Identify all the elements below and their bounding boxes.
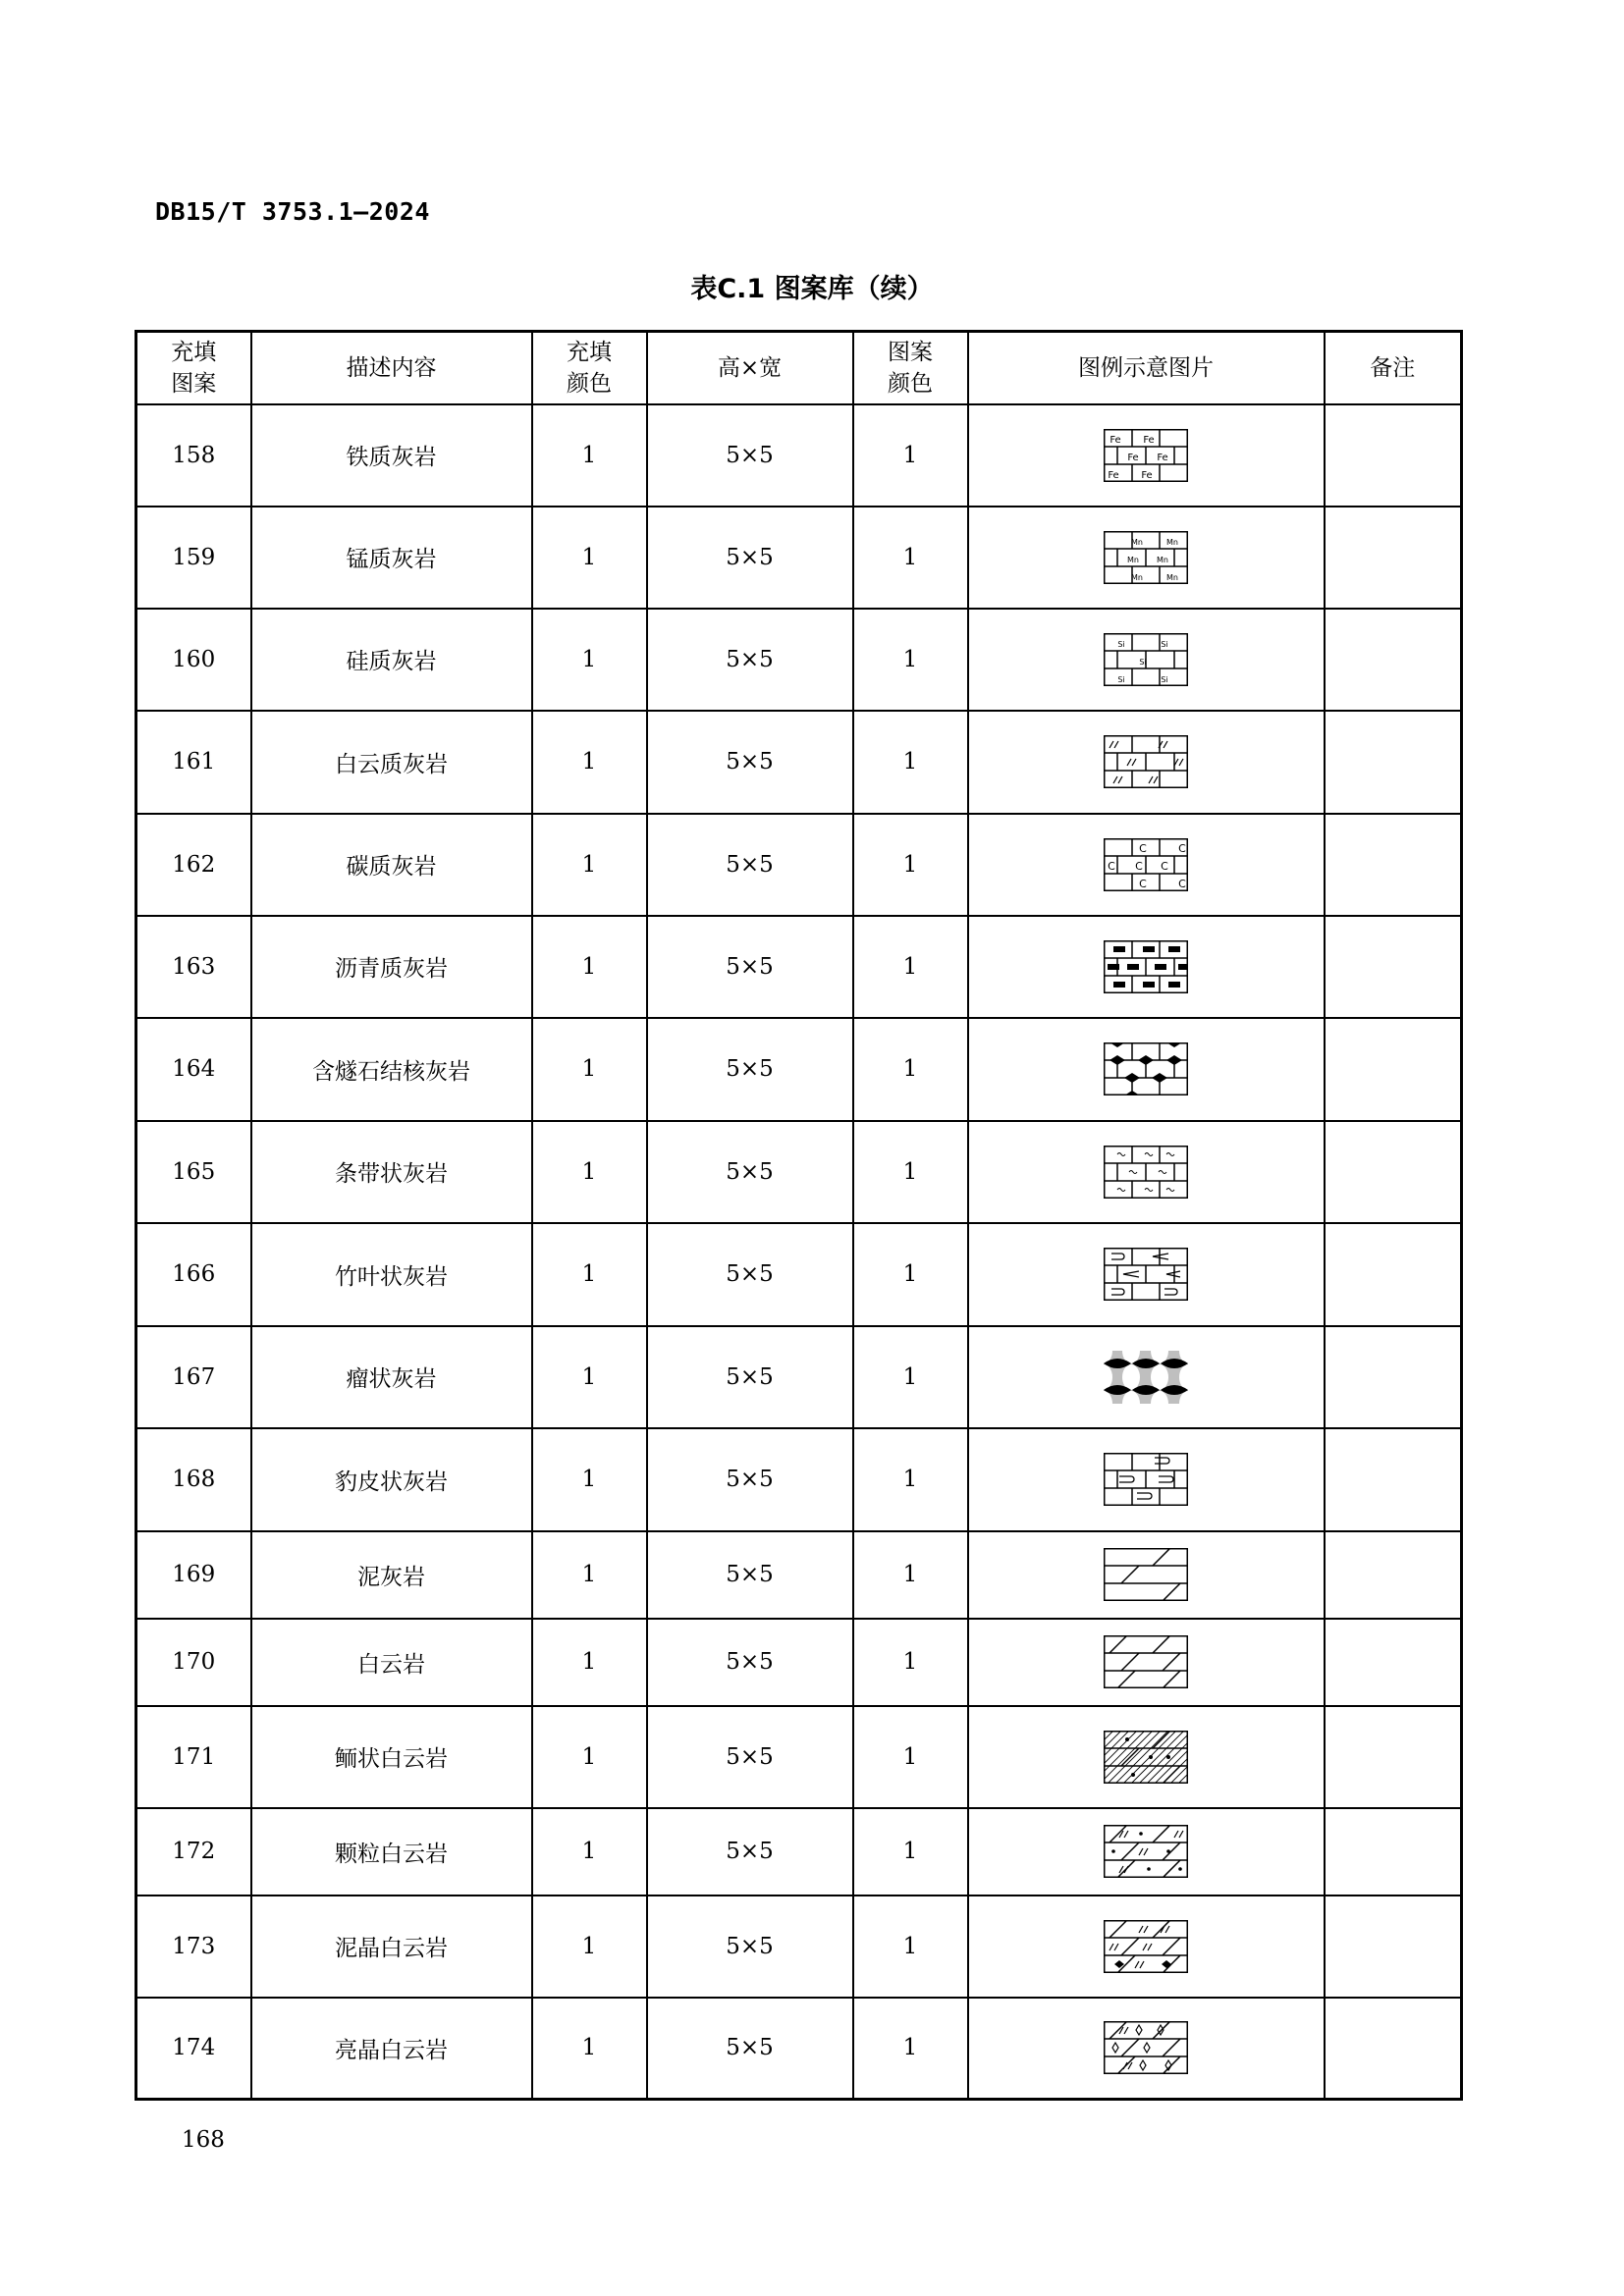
svg-text:C: C [1108, 859, 1115, 873]
page-number: 168 [182, 2127, 225, 2153]
pattern-library-table [135, 330, 1463, 2101]
row-size: 5×5 [647, 1428, 853, 1531]
row-fill-color: 1 [532, 1998, 647, 2100]
row-description: 白云岩 [251, 1619, 532, 1706]
row-size: 5×5 [647, 1531, 853, 1619]
row-size: 5×5 [647, 404, 853, 507]
table-row [136, 916, 1462, 1018]
table-row [136, 711, 1462, 814]
row-note [1325, 507, 1462, 609]
svg-text:Mn: Mn [1157, 555, 1168, 564]
row-pattern-color: 1 [853, 1808, 968, 1896]
oolitic-dolomite-pattern [1104, 1731, 1188, 1784]
row-fill-color: 1 [532, 1018, 647, 1121]
table-row [136, 1428, 1462, 1531]
row-fill-color: 1 [532, 1531, 647, 1619]
legend-image [968, 1808, 1325, 1896]
row-pattern-color: 1 [853, 1121, 968, 1223]
row-description: 亮晶白云岩 [251, 1998, 532, 2100]
row-pattern-color: 1 [853, 1706, 968, 1808]
row-fill-color: 1 [532, 1706, 647, 1808]
row-fill-color: 1 [532, 404, 647, 507]
table-row [136, 1808, 1462, 1896]
row-pattern-color: 1 [853, 1896, 968, 1998]
marl-pattern [1104, 1548, 1188, 1601]
svg-text:Mn: Mn [1127, 555, 1139, 564]
row-description: 碳质灰岩 [251, 814, 532, 916]
legend-image [968, 1896, 1325, 1998]
row-pattern-color: 1 [853, 1998, 968, 2100]
row-description: 沥青质灰岩 [251, 916, 532, 1018]
row-note [1325, 1531, 1462, 1619]
row-note [1325, 1706, 1462, 1808]
row-description: 泥晶白云岩 [251, 1896, 532, 1998]
row-fill-color: 1 [532, 1326, 647, 1428]
row-size: 5×5 [647, 1326, 853, 1428]
row-description: 颗粒白云岩 [251, 1808, 532, 1896]
legend-image [968, 1619, 1325, 1706]
table-row [136, 814, 1462, 916]
row-fill-color: 1 [532, 609, 647, 711]
row-description: 含燧石结核灰岩 [251, 1018, 532, 1121]
chert-nodule-limestone-pattern [1104, 1042, 1188, 1095]
row-note [1325, 916, 1462, 1018]
row-size: 5×5 [647, 711, 853, 814]
row-description: 瘤状灰岩 [251, 1326, 532, 1428]
legend-image [968, 1998, 1325, 2100]
row-fill-color: 1 [532, 1896, 647, 1998]
row-note [1325, 1121, 1462, 1223]
table-row [136, 1998, 1462, 2100]
table-row [136, 1326, 1462, 1428]
fe-limestone-pattern [1104, 429, 1188, 482]
row-id: 161 [136, 711, 251, 814]
row-note [1325, 609, 1462, 711]
col-header-legend-image: 图例示意图片 [968, 332, 1325, 404]
row-note [1325, 1018, 1462, 1121]
svg-text:Si: Si [1161, 639, 1168, 649]
table-row [136, 404, 1462, 507]
row-note [1325, 1998, 1462, 2100]
row-pattern-color: 1 [853, 1619, 968, 1706]
row-pattern-color: 1 [853, 1326, 968, 1428]
row-note [1325, 1619, 1462, 1706]
micritic-dolomite-pattern [1104, 1920, 1188, 1973]
legend-image [968, 1326, 1325, 1428]
legend-image [968, 1706, 1325, 1808]
table-row [136, 1531, 1462, 1619]
row-pattern-color: 1 [853, 916, 968, 1018]
row-id: 164 [136, 1018, 251, 1121]
legend-image [968, 916, 1325, 1018]
leopard-limestone-pattern [1104, 1453, 1188, 1506]
row-fill-color: 1 [532, 507, 647, 609]
row-pattern-color: 1 [853, 1018, 968, 1121]
table-row [136, 1018, 1462, 1121]
svg-text:Fe: Fe [1157, 452, 1168, 463]
col-header-fill-color: 充填 颜色 [532, 332, 647, 404]
row-id: 162 [136, 814, 251, 916]
row-fill-color: 1 [532, 1808, 647, 1896]
row-description: 竹叶状灰岩 [251, 1223, 532, 1326]
row-description: 锰质灰岩 [251, 507, 532, 609]
mn-limestone-pattern [1104, 531, 1188, 584]
row-id: 174 [136, 1998, 251, 2100]
row-pattern-color: 1 [853, 609, 968, 711]
svg-text:Si: Si [1117, 674, 1125, 684]
table-title: 表C.1 图案库（续） [690, 274, 934, 304]
row-note [1325, 404, 1462, 507]
row-fill-color: 1 [532, 814, 647, 916]
row-id: 165 [136, 1121, 251, 1223]
legend-image [968, 609, 1325, 711]
col-header-size: 高×宽 [647, 332, 853, 404]
legend-image [968, 814, 1325, 916]
carbonaceous-limestone-pattern [1104, 838, 1188, 891]
table-row [136, 1619, 1462, 1706]
row-size: 5×5 [647, 1706, 853, 1808]
legend-image [968, 507, 1325, 609]
svg-text:C: C [1135, 859, 1143, 873]
table-row [136, 507, 1462, 609]
row-fill-color: 1 [532, 1428, 647, 1531]
row-note [1325, 1896, 1462, 1998]
row-id: 168 [136, 1428, 251, 1531]
row-description: 条带状灰岩 [251, 1121, 532, 1223]
row-size: 5×5 [647, 1619, 853, 1706]
legend-image [968, 1531, 1325, 1619]
svg-text:C: C [1178, 877, 1186, 890]
row-description: 硅质灰岩 [251, 609, 532, 711]
table-row [136, 1121, 1462, 1223]
bamboo-leaf-limestone-pattern [1104, 1248, 1188, 1301]
svg-text:Fe: Fe [1108, 469, 1119, 481]
col-header-description: 描述内容 [251, 332, 532, 404]
row-size: 5×5 [647, 1808, 853, 1896]
legend-image [968, 1428, 1325, 1531]
row-id: 163 [136, 916, 251, 1018]
row-description: 鲕状白云岩 [251, 1706, 532, 1808]
banded-limestone-pattern [1104, 1146, 1188, 1199]
row-note [1325, 1808, 1462, 1896]
row-description: 豹皮状灰岩 [251, 1428, 532, 1531]
row-id: 159 [136, 507, 251, 609]
row-size: 5×5 [647, 814, 853, 916]
col-header-note: 备注 [1325, 332, 1462, 404]
svg-text:Fe: Fe [1127, 452, 1139, 463]
col-header-fill-pattern: 充填 图案 [136, 332, 251, 404]
table-row [136, 1223, 1462, 1326]
legend-image [968, 1121, 1325, 1223]
row-note [1325, 711, 1462, 814]
row-pattern-color: 1 [853, 1223, 968, 1326]
svg-text:Mn: Mn [1166, 537, 1178, 547]
row-size: 5×5 [647, 609, 853, 711]
row-note [1325, 1223, 1462, 1326]
svg-text:Mn: Mn [1131, 537, 1143, 547]
row-note [1325, 1428, 1462, 1531]
svg-text:Fe: Fe [1141, 469, 1153, 481]
row-fill-color: 1 [532, 1619, 647, 1706]
granular-dolomite-pattern [1104, 1825, 1188, 1878]
row-pattern-color: 1 [853, 1428, 968, 1531]
row-description: 泥灰岩 [251, 1531, 532, 1619]
svg-text:Si: Si [1139, 657, 1147, 667]
table-row [136, 609, 1462, 711]
row-id: 169 [136, 1531, 251, 1619]
row-pattern-color: 1 [853, 814, 968, 916]
row-pattern-color: 1 [853, 404, 968, 507]
row-id: 170 [136, 1619, 251, 1706]
row-note [1325, 1326, 1462, 1428]
row-id: 171 [136, 1706, 251, 1808]
svg-text:C: C [1139, 841, 1147, 855]
row-size: 5×5 [647, 1121, 853, 1223]
legend-image [968, 1223, 1325, 1326]
row-size: 5×5 [647, 507, 853, 609]
svg-text:C: C [1178, 841, 1186, 855]
row-id: 167 [136, 1326, 251, 1428]
row-pattern-color: 1 [853, 711, 968, 814]
table-header-row [136, 332, 1462, 404]
row-size: 5×5 [647, 1223, 853, 1326]
row-pattern-color: 1 [853, 507, 968, 609]
col-header-pattern-color: 图案 颜色 [853, 332, 968, 404]
svg-text:Mn: Mn [1166, 572, 1178, 582]
row-size: 5×5 [647, 1896, 853, 1998]
svg-text:Si: Si [1161, 674, 1168, 684]
dolomite-pattern [1104, 1635, 1188, 1688]
document-code: DB15/T 3753.1—2024 [155, 197, 430, 226]
row-fill-color: 1 [532, 1121, 647, 1223]
si-limestone-pattern [1104, 633, 1188, 686]
row-fill-color: 1 [532, 1223, 647, 1326]
table-row [136, 1896, 1462, 1998]
sparry-dolomite-pattern [1104, 2021, 1188, 2074]
row-description: 白云质灰岩 [251, 711, 532, 814]
svg-text:C: C [1139, 877, 1147, 890]
row-size: 5×5 [647, 1018, 853, 1121]
row-id: 173 [136, 1896, 251, 1998]
row-size: 5×5 [647, 916, 853, 1018]
nodular-limestone-pattern [1104, 1351, 1188, 1404]
row-description: 铁质灰岩 [251, 404, 532, 507]
row-pattern-color: 1 [853, 1531, 968, 1619]
legend-image [968, 404, 1325, 507]
bituminous-limestone-pattern [1104, 940, 1188, 993]
row-fill-color: 1 [532, 711, 647, 814]
dolomitic-limestone-pattern [1104, 735, 1188, 788]
row-id: 166 [136, 1223, 251, 1326]
svg-text:Fe: Fe [1143, 434, 1155, 446]
row-fill-color: 1 [532, 916, 647, 1018]
svg-text:C: C [1161, 859, 1168, 873]
row-size: 5×5 [647, 1998, 853, 2100]
row-note [1325, 814, 1462, 916]
row-id: 172 [136, 1808, 251, 1896]
row-id: 160 [136, 609, 251, 711]
svg-text:Si: Si [1117, 639, 1125, 649]
row-id: 158 [136, 404, 251, 507]
table-row [136, 1706, 1462, 1808]
svg-text:Mn: Mn [1131, 572, 1143, 582]
legend-image [968, 1018, 1325, 1121]
legend-image [968, 711, 1325, 814]
svg-text:Fe: Fe [1110, 434, 1121, 446]
